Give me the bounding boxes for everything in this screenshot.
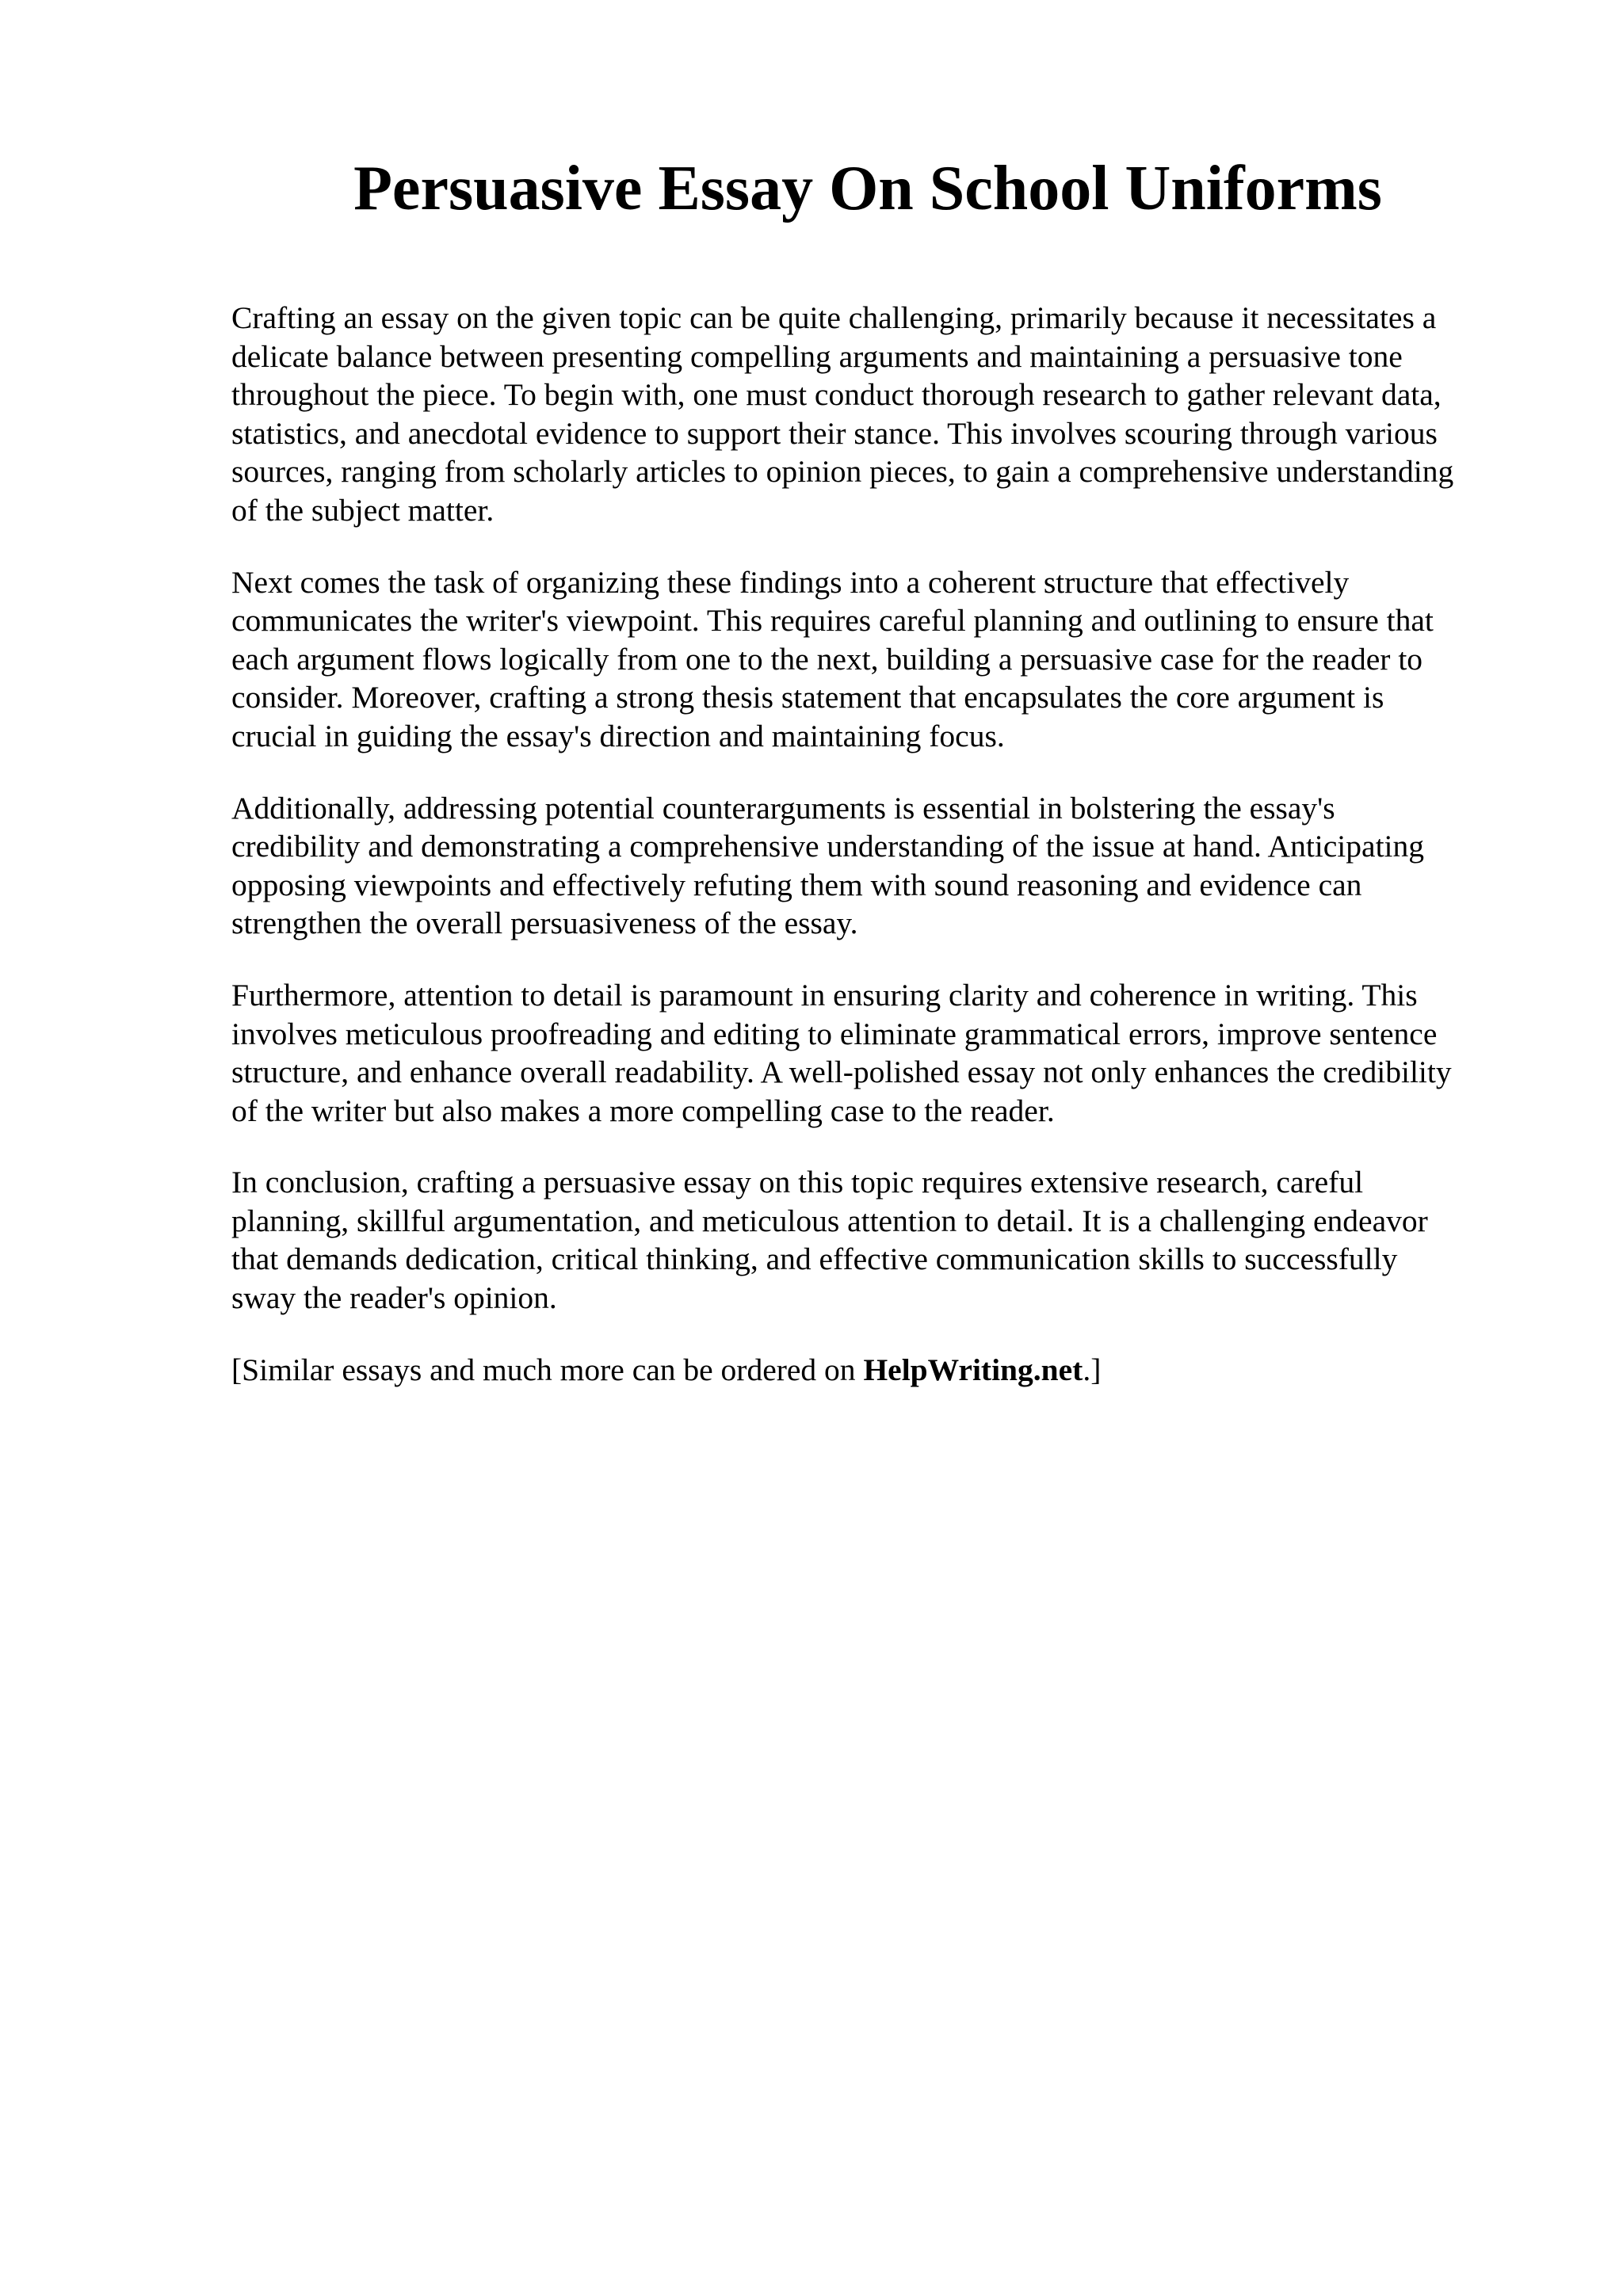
text-line: each argument flows logically from one to the next, building a persuasive case for the reader to xyxy=(231,641,1423,677)
text-line: sway the reader's opinion. xyxy=(231,1280,557,1316)
text-line: sources, ranging from scholarly articles to opinion pieces, to gain a comprehensive understanding xyxy=(231,454,1454,490)
text-line: Crafting an essay on the given topic can be quite challenging, primarily because it necessitates a xyxy=(231,300,1437,335)
text-line: involves meticulous proofreading and editing to eliminate grammatical errors, improve sentence xyxy=(231,1016,1438,1051)
paragraph-4 xyxy=(231,976,1547,1130)
text-line: Furthermore, attention to detail is paramount in ensuring clarity and coherence in writing. This xyxy=(231,977,1418,1013)
footer-note-suffix: .] xyxy=(1083,1352,1102,1387)
text-line: strengthen the overall persuasiveness of the essay. xyxy=(231,906,858,941)
footer-note xyxy=(231,1351,1547,1390)
helpwriting-link[interactable]: HelpWriting.net xyxy=(863,1352,1083,1387)
page-title: Persuasive Essay On School Uniforms xyxy=(353,154,1382,223)
text-line: opposing viewpoints and effectively refuting them with sound reasoning and evidence can xyxy=(231,867,1362,902)
text-line: of the writer but also makes a more compelling case to the reader. xyxy=(231,1093,1055,1128)
text-line: In conclusion, crafting a persuasive essay on this topic requires extensive research, careful xyxy=(231,1165,1364,1200)
paragraph-2 xyxy=(231,563,1547,756)
text-line: crucial in guiding the essay's direction and maintaining focus. xyxy=(231,718,1005,753)
text-line: planning, skillful argumentation, and meticulous attention to detail. It is a challenging endeavor xyxy=(231,1203,1428,1238)
text-line: throughout the piece. To begin with, one must conduct thorough research to gather relevant data, xyxy=(231,377,1442,413)
essay-body xyxy=(231,299,1547,1422)
text-line: credibility and demonstrating a comprehensive understanding of the issue at hand. Anticipating xyxy=(231,829,1425,864)
text-line: that demands dedication, critical thinking, and effective communication skills to successfully xyxy=(231,1241,1398,1277)
text-line: of the subject matter. xyxy=(231,492,495,528)
paragraph-5 xyxy=(231,1163,1547,1317)
text-line: statistics, and anecdotal evidence to support their stance. This involves scouring through various xyxy=(231,415,1438,451)
text-line: consider. Moreover, crafting a strong thesis statement that encapsulates the core argument is xyxy=(231,680,1384,715)
text-line: structure, and enhance overall readability. A well-polished essay not only enhances the credibility xyxy=(231,1055,1452,1090)
text-line: Next comes the task of organizing these findings into a coherent structure that effectively xyxy=(231,564,1350,600)
paragraph-1 xyxy=(231,299,1547,530)
text-line: communicates the writer's viewpoint. This requires careful planning and outlining to ensure that xyxy=(231,603,1434,639)
text-line: Additionally, addressing potential counterarguments is essential in bolstering the essay's xyxy=(231,790,1335,826)
text-line: delicate balance between presenting compelling arguments and maintaining a persuasive tone xyxy=(231,338,1403,374)
footer-note-prefix: [Similar essays and much more can be ordered on xyxy=(231,1352,864,1387)
paragraph-3 xyxy=(231,789,1547,943)
